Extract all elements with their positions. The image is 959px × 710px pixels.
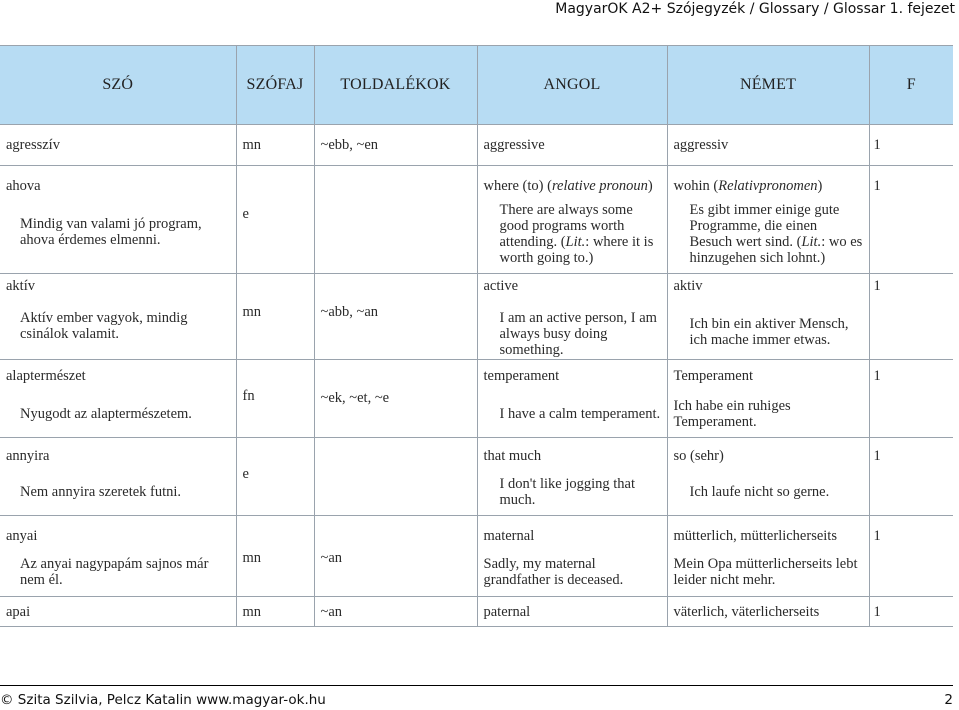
nemet-headword: mütterlich, mütterlicherseits (673, 528, 837, 544)
toldalek-cell (314, 360, 477, 438)
f-cell: 1 (869, 597, 953, 627)
angol-example: I don't like jogging that much. (499, 476, 636, 508)
nemet-text: ) (817, 178, 823, 194)
angol-cell: aggressive (477, 125, 667, 166)
toldalek-value: ~an (320, 550, 343, 566)
nemet-cell (667, 438, 869, 516)
nemet-cell: aggressiv (667, 125, 869, 166)
angol-headword: temperament (483, 368, 560, 384)
angol-headword (484, 166, 661, 194)
toldalek-cell (314, 166, 477, 274)
nemet-cell (667, 360, 869, 438)
nemet-cell (667, 166, 869, 274)
szo-example: Mindig van valami jó program, ahova érdemes elmenni. (20, 216, 202, 248)
szofaj-value: e (242, 466, 249, 482)
szo-cell (0, 438, 236, 516)
angol-italic: relative pronoun (551, 178, 648, 194)
szo-example: Az anyai nagypapám sajnos már nem él. (20, 556, 209, 588)
angol-headword: maternal (483, 528, 535, 544)
angol-cell (477, 516, 667, 597)
nemet-ex-italic: Lit. (801, 234, 822, 250)
nemet-cell: väterlich, väterlicherseits (667, 597, 869, 627)
table-row (0, 166, 953, 274)
f-cell: 1 (869, 125, 953, 166)
nemet-headword: so (sehr) (673, 448, 724, 464)
szo-example: Aktív ember vagyok, mindig csinálok valamit. (20, 310, 188, 342)
f-cell (869, 166, 953, 274)
angol-cell: paternal (477, 597, 667, 627)
nemet-example: Ich habe ein ruhiges Temperament. (673, 398, 791, 430)
angol-example: I am an active person, I am always busy doing something. (499, 310, 657, 358)
column-header-toldalekok: TOLDALÉKOK (314, 46, 477, 125)
nemet-cell (667, 516, 869, 597)
toldalek-cell (314, 438, 477, 516)
page-footer (0, 685, 953, 708)
szo-headword: anyai (6, 528, 38, 544)
angol-cell (477, 274, 667, 360)
szofaj-cell (236, 360, 314, 438)
szofaj-value: mn (242, 550, 262, 566)
nemet-headword: Temperament (673, 368, 754, 384)
nemet-ex-text: : wo es hinzugehen sich lohnt.) (689, 234, 863, 266)
szo-headword: alaptermészet (6, 368, 86, 384)
angol-ex-text: There are always some good programs worth attending. ( (499, 202, 633, 250)
szo-headword: aktív (6, 278, 35, 294)
f-value: 1 (873, 278, 881, 294)
nemet-text: wohin ( (673, 178, 719, 194)
column-header-szofaj: SZÓFAJ (236, 46, 314, 125)
angol-cell (477, 438, 667, 516)
nemet-example: Ich bin ein aktiver Mensch, ich mache immer etwas. (689, 316, 849, 348)
angol-headword: that much (483, 448, 542, 464)
page-header-title: MagyarOK A2+ Szójegyzék / Glossary / Glossar 1. fejezet (555, 1, 955, 17)
angol-example: I have a calm temperament. (499, 406, 661, 422)
nemet-headword: aktiv (673, 278, 703, 294)
szofaj-value: mn (242, 304, 262, 320)
footer-page-number: 2 (944, 692, 953, 708)
nemet-cell (667, 274, 869, 360)
column-header-f: F (869, 46, 953, 125)
szo-headword: ahova (6, 178, 41, 194)
f-cell (869, 360, 953, 438)
angol-headword: active (483, 278, 519, 294)
angol-ex-text: : where it is worth going to.) (499, 234, 654, 266)
szo-cell: agresszív (0, 125, 236, 166)
nemet-example (674, 202, 863, 266)
table-row (0, 597, 953, 627)
nemet-example: Mein Opa mütterlicherseits lebt leider nicht mehr. (673, 556, 858, 588)
szofaj-value: fn (242, 388, 255, 404)
toldalek-cell: ~an (314, 597, 477, 627)
szo-headword: annyira (6, 448, 50, 464)
szo-cell (0, 274, 236, 360)
szo-example: Nem annyira szeretek futni. (20, 484, 182, 500)
f-value: 1 (873, 178, 881, 194)
f-value: 1 (873, 448, 881, 464)
f-value: 1 (873, 528, 881, 544)
table-row (0, 516, 953, 597)
szofaj-cell: mn (236, 125, 314, 166)
nemet-ex-text: Es gibt immer einige gute Programme, die einen Besuch wert sind. ( (689, 202, 840, 250)
angol-ex-italic: Lit. (565, 234, 586, 250)
toldalek-cell: ~ebb, ~en (314, 125, 477, 166)
column-header-szo: SZÓ (0, 46, 236, 125)
angol-text: where (to) ( (483, 178, 552, 194)
szo-cell (0, 516, 236, 597)
szo-example: Nyugodt az alaptermészetem. (20, 406, 192, 422)
table-row (0, 438, 953, 516)
table-header-row (0, 46, 953, 125)
szo-cell (0, 166, 236, 274)
szofaj-cell (236, 516, 314, 597)
szofaj-cell (236, 438, 314, 516)
column-header-nemet: NÉMET (667, 46, 869, 125)
f-cell (869, 438, 953, 516)
szofaj-cell (236, 274, 314, 360)
nemet-example: Ich laufe nicht so gerne. (689, 484, 830, 500)
table-row (0, 360, 953, 438)
szo-cell: apai (0, 597, 236, 627)
angol-example (484, 202, 661, 266)
toldalek-cell (314, 516, 477, 597)
angol-cell (477, 360, 667, 438)
nemet-headword (674, 166, 863, 194)
angol-text: ) (647, 178, 653, 194)
toldalek-cell (314, 274, 477, 360)
glossary-table (0, 45, 953, 627)
f-value: 1 (873, 368, 881, 384)
szofaj-cell (236, 166, 314, 274)
toldalek-value: ~ek, ~et, ~e (320, 390, 390, 406)
table-row (0, 274, 953, 360)
column-header-angol: ANGOL (477, 46, 667, 125)
angol-cell (477, 166, 667, 274)
szo-cell (0, 360, 236, 438)
toldalek-value: ~abb, ~an (320, 304, 379, 320)
nemet-italic: Relativpronomen (718, 178, 818, 194)
f-cell (869, 274, 953, 360)
footer-copyright: © Szita Szilvia, Pelcz Katalin www.magyar-ok.hu (0, 692, 326, 708)
table-row (0, 125, 953, 166)
f-cell (869, 516, 953, 597)
szofaj-cell: mn (236, 597, 314, 627)
angol-example: Sadly, my maternal grandfather is deceased. (483, 556, 624, 588)
szofaj-value: e (242, 206, 249, 222)
